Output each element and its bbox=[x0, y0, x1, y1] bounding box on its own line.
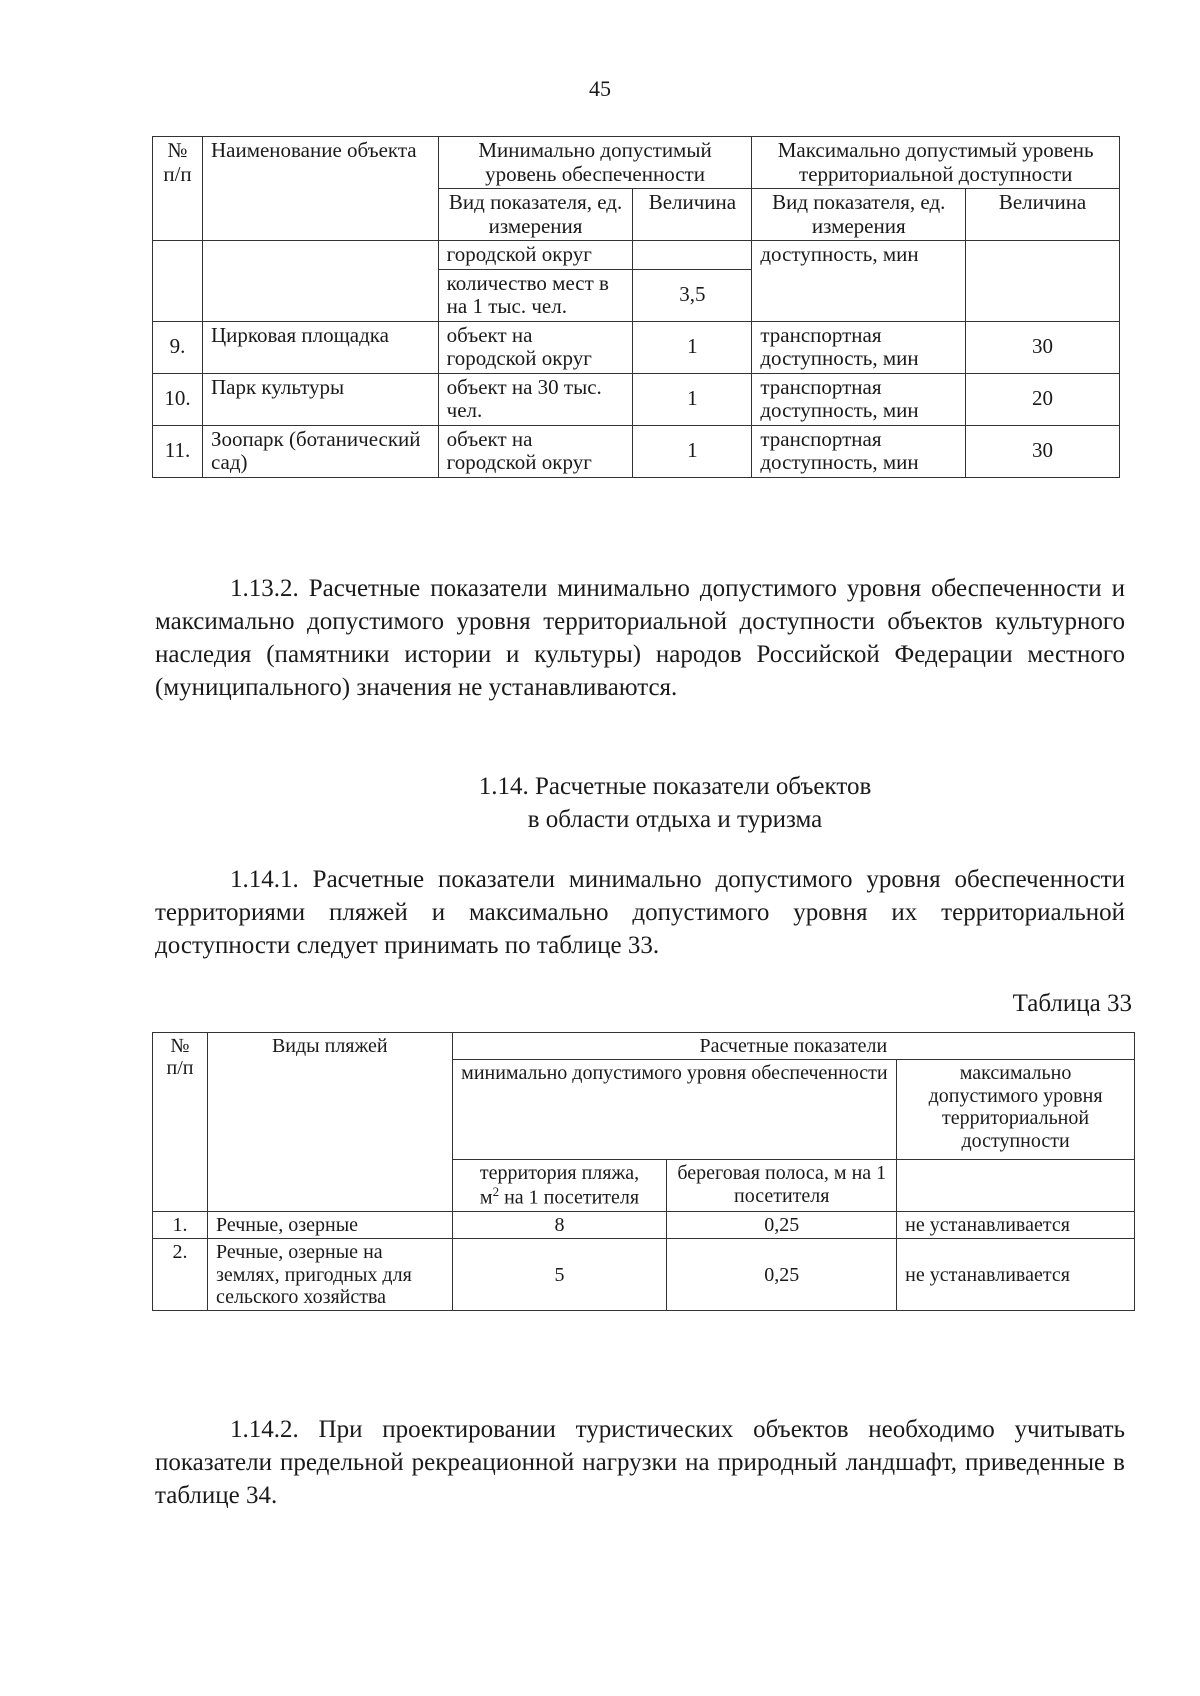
cell-access-indicator: транспортная доступность, мин bbox=[752, 373, 966, 425]
cell-access-value: 20 bbox=[966, 373, 1120, 425]
cell-value: 1 bbox=[633, 321, 752, 373]
table-culture-objects bbox=[152, 136, 1120, 478]
cell-access-indicator: транспортная доступность, мин bbox=[752, 321, 966, 373]
header-max-level: Максимально допустимый уровень территориальной доступности bbox=[752, 137, 1120, 189]
header-name: Наименование объекта bbox=[202, 137, 438, 241]
cell-empty bbox=[202, 241, 438, 322]
page-number: 45 bbox=[589, 76, 611, 101]
paragraph-1-13-2: 1.13.2. Расчетные показатели минимально допустимого уровня обеспеченности и максимально допустимого уровня территориальной доступности объектов культурного наследия (памятники истории и культуры) народов Российской Федерации местного (муниципального) значения не устанавливаются. bbox=[155, 575, 1125, 701]
header-territory-exponent: 2 bbox=[492, 1183, 500, 1199]
cell-num: 10. bbox=[153, 373, 203, 425]
header-territory-unit: м bbox=[479, 1186, 493, 1209]
header-min-level: Минимально допустимый уровень обеспеченности bbox=[438, 137, 752, 189]
cell-value: 3,5 bbox=[633, 269, 752, 321]
header-territory-text-a: территория пляжа, bbox=[479, 1162, 640, 1185]
cell-num: 9. bbox=[153, 321, 203, 373]
header-calc: Расчетные показатели bbox=[452, 1033, 1134, 1060]
cell-access-value: 30 bbox=[966, 425, 1120, 477]
cell-empty bbox=[633, 241, 752, 270]
paragraph-1-14-2: 1.14.2. При проектировании туристических объектов необходимо учитывать показатели предельной рекреационной нагрузки на природный ландшафт, приведенные в таблице 34. bbox=[155, 1416, 1125, 1509]
cell-empty bbox=[897, 1160, 1135, 1211]
cell-access: не устанавливается bbox=[897, 1211, 1135, 1238]
cell-indicator: объект на 30 тыс. чел. bbox=[438, 373, 633, 425]
cell-num: 2. bbox=[153, 1239, 208, 1311]
section-heading-line1: 1.14. Расчетные показатели объектов bbox=[478, 773, 872, 800]
cell-name: Цирковая площадка bbox=[202, 321, 438, 373]
cell-empty bbox=[966, 241, 1120, 322]
header-value-min: Величина bbox=[633, 189, 752, 241]
table-header-row bbox=[153, 1033, 1135, 1060]
header-indicator-min: Вид показателя, ед. измерения bbox=[438, 189, 633, 241]
table-header-row bbox=[153, 137, 1120, 189]
header-territory bbox=[452, 1160, 667, 1211]
table-caption: Таблица 33 bbox=[1012, 990, 1132, 1017]
cell-num: 1. bbox=[153, 1211, 208, 1238]
cell-kind: Речные, озерные на землях, пригодных для сельского хозяйства bbox=[207, 1239, 452, 1311]
section-heading-line2: в области отдыха и туризма bbox=[527, 806, 823, 833]
cell-access-value: 30 bbox=[966, 321, 1120, 373]
cell-territory: 5 bbox=[452, 1239, 667, 1311]
cell-shore: 0,25 bbox=[667, 1211, 897, 1238]
cell-access-indicator: транспортная доступность, мин bbox=[752, 425, 966, 477]
table-row bbox=[153, 1239, 1135, 1311]
header-indicator-max: Вид показателя, ед. измерения bbox=[752, 189, 966, 241]
paragraph-1-14-1: 1.14.1. Расчетные показатели минимально допустимого уровня обеспеченности территориями пляжей и максимально допустимого уровня их территориальной доступности следует принимать по таблице 33. bbox=[155, 866, 1125, 959]
cell-num: 11. bbox=[153, 425, 203, 477]
header-num: № п/п bbox=[153, 137, 203, 241]
table-beaches bbox=[152, 1032, 1135, 1311]
cell-kind: Речные, озерные bbox=[207, 1211, 452, 1238]
header-territory-text-b: на 1 посетителя bbox=[499, 1186, 640, 1209]
cell-shore: 0,25 bbox=[667, 1239, 897, 1311]
cell-indicator: объект на городской округ bbox=[438, 321, 633, 373]
cell-value: 1 bbox=[633, 425, 752, 477]
cell-name: Зоопарк (ботанический сад) bbox=[202, 425, 438, 477]
cell-empty bbox=[153, 241, 203, 322]
header-num: № п/п bbox=[153, 1033, 208, 1212]
header-shore: береговая полоса, м на 1 посетителя bbox=[667, 1160, 897, 1211]
table-row-continued bbox=[153, 241, 1120, 270]
cell-name: Парк культуры bbox=[202, 373, 438, 425]
header-max: максимально допустимого уровня территориальной доступности bbox=[897, 1060, 1135, 1160]
table-row bbox=[153, 1211, 1135, 1238]
table-row bbox=[153, 321, 1120, 373]
header-value-max: Величина bbox=[966, 189, 1120, 241]
cell-territory: 8 bbox=[452, 1211, 667, 1238]
header-min: минимально допустимого уровня обеспеченности bbox=[452, 1060, 897, 1160]
cell-indicator: количество мест в на 1 тыс. чел. bbox=[438, 269, 633, 321]
cell-indicator: городской округ bbox=[438, 241, 633, 270]
table-row bbox=[153, 425, 1120, 477]
cell-access-indicator: доступность, мин bbox=[752, 241, 966, 322]
cell-access: не устанавливается bbox=[897, 1239, 1135, 1311]
table-row bbox=[153, 373, 1120, 425]
header-kind: Виды пляжей bbox=[207, 1033, 452, 1212]
cell-value: 1 bbox=[633, 373, 752, 425]
cell-indicator: объект на городской округ bbox=[438, 425, 633, 477]
